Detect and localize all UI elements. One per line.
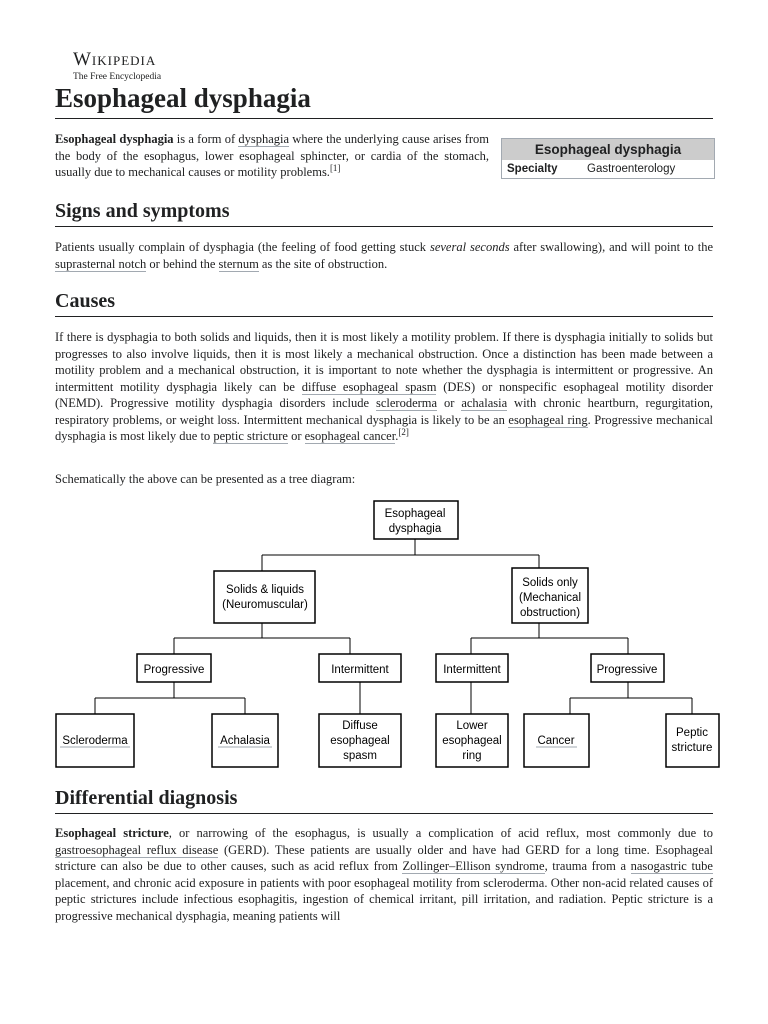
leaf-lower-ring-label[interactable]: Lower esophageal ring <box>442 720 502 762</box>
link-esophageal-cancer[interactable]: esophageal cancer <box>304 429 396 443</box>
node-progressive-label: Progressive <box>143 664 205 676</box>
text: . <box>395 429 399 443</box>
text: where the underlying cause arises from the body of the esophagus, lower esophageal sphincter, or cardia of the stomach, usually due to mechanical causes or motility problems. <box>55 132 489 179</box>
infobox-row-specialty <box>502 160 714 178</box>
ref-link-2[interactable]: [2] <box>398 426 409 437</box>
tree-connectors <box>95 539 692 714</box>
logo-tagline: The Free Encyclopedia <box>73 72 162 82</box>
infobox-heading: Esophageal dysphagia <box>502 139 714 160</box>
heading-differential: Differential diagnosis <box>55 785 713 814</box>
link-achalasia[interactable]: achalasia <box>461 396 508 410</box>
link-diffuse-esophageal-spasm[interactable]: diffuse esophageal spasm <box>301 379 437 394</box>
specialty-link[interactable]: Gastroenterology <box>587 163 676 175</box>
leaf-cancer-label[interactable]: Cancer <box>537 735 575 747</box>
link-scleroderma[interactable]: scleroderma <box>375 396 438 410</box>
causes-paragraph <box>55 329 713 445</box>
node-solids-liquids-box <box>214 571 315 623</box>
tree-intro: Schematically the above can be presented as a tree diagram: <box>55 472 356 486</box>
link-esophageal-ring[interactable]: esophageal ring <box>508 412 588 427</box>
text: If there is dysphagia to both solids and liquids, then it is most likely a motility problem. If there is dysphagia initially to solids but progresses to also involve liquids, then it is most likely a mechanical obstruction. Once a distinction has been made between a motility problem and a mechanical obstruction, it is important to note whether the dysphagia is intermittent or progressive. An intermittent motility dysphagia likely can be <box>55 330 713 394</box>
leaf-peptic-stricture-label[interactable]: Peptic stricture <box>671 727 713 754</box>
logo-wordmark: Wikipedia <box>73 49 157 70</box>
tree-diagram <box>0 495 768 775</box>
text: , trauma from a <box>544 859 631 873</box>
text: (DES) or nonspecific esophageal motility disorder (NEMD). Progressive motility dysphagia disorders include <box>55 379 714 410</box>
text-italic: several seconds <box>429 240 510 254</box>
node-solids-liquids-label: Solids & liquids (Neuromuscular) <box>222 584 308 611</box>
link-dysphagia[interactable]: dysphagia <box>238 132 290 146</box>
link-sternum[interactable]: sternum <box>218 256 259 271</box>
leaf-peptic-stricture-box <box>666 714 719 767</box>
leaf-scleroderma-label[interactable]: Scleroderma <box>62 735 128 747</box>
text: placement, and chronic acid exposure in patients with poor esophageal motility from scleroderma. Other non-acid related causes of peptic strictures include infectious esophagitis, ingestion of chemical irritant, pill irritation, and radiation. Peptic stricture is a progressive mechanical dysphagia, meaning patients will <box>55 875 713 923</box>
node-intermittent-label: Intermittent <box>443 664 501 676</box>
infobox <box>501 138 715 179</box>
differential-paragraph <box>55 825 713 924</box>
node-progressive-label: Progressive <box>596 664 658 676</box>
text: Patients usually complain of dysphagia (the feeling of food getting stuck <box>55 240 430 254</box>
infobox-label: Specialty <box>507 163 558 175</box>
text: (GERD). These patients are usually older and have had GERD for a long time. Esophageal stricture can also be due to other causes, such as acid reflux from <box>55 842 713 873</box>
leaf-diffuse-spasm-label[interactable]: Diffuse esophageal spasm <box>330 720 390 762</box>
text: is a form of <box>173 132 239 146</box>
text: or <box>437 396 462 410</box>
link-suprasternal-notch[interactable]: suprasternal notch <box>55 256 147 271</box>
signs-paragraph <box>55 239 713 272</box>
text: as the site of obstruction. <box>258 256 388 271</box>
intro-bold: Esophageal dysphagia <box>55 132 174 146</box>
wikipedia-logo[interactable] <box>73 50 161 83</box>
heading-causes: Causes <box>55 288 713 317</box>
tree-boxes <box>56 501 719 767</box>
text: , or narrowing of the esophagus, is usually a complication of acid reflux, most commonly due to <box>168 826 713 840</box>
link-gerd[interactable]: gastroesophageal reflux disease <box>55 842 219 857</box>
leaf-achalasia-label[interactable]: Achalasia <box>220 735 270 747</box>
text: . Progressive mechanical dysphagia is most likely due to <box>55 412 714 443</box>
text: or <box>287 429 305 443</box>
link-peptic-stricture[interactable]: peptic stricture <box>213 429 288 443</box>
node-root-label: Esophageal dysphagia <box>384 508 446 535</box>
link-zollinger-ellison[interactable]: Zollinger–Ellison syndrome <box>402 859 545 873</box>
ref-link-1[interactable]: [1] <box>329 162 341 173</box>
intro-paragraph <box>55 131 489 181</box>
heading-signs: Signs and symptoms <box>55 198 713 227</box>
node-intermittent-label: Intermittent <box>331 664 389 676</box>
text: after swallowing), and will point to the <box>509 240 713 254</box>
node-solids-only-label: Solids only (Mechanical obstruction) <box>519 577 581 619</box>
link-nasogastric-tube[interactable]: nasogastric tube <box>630 859 713 873</box>
text: with chronic heartburn, regurgitation, respiratory problems, or weight loss. Intermittent mechanical dysphagia is likely to be an <box>55 396 714 427</box>
differential-bold: Esophageal stricture <box>55 826 169 840</box>
page-title: Esophageal dysphagia <box>55 80 713 119</box>
text: or behind the <box>146 256 219 271</box>
